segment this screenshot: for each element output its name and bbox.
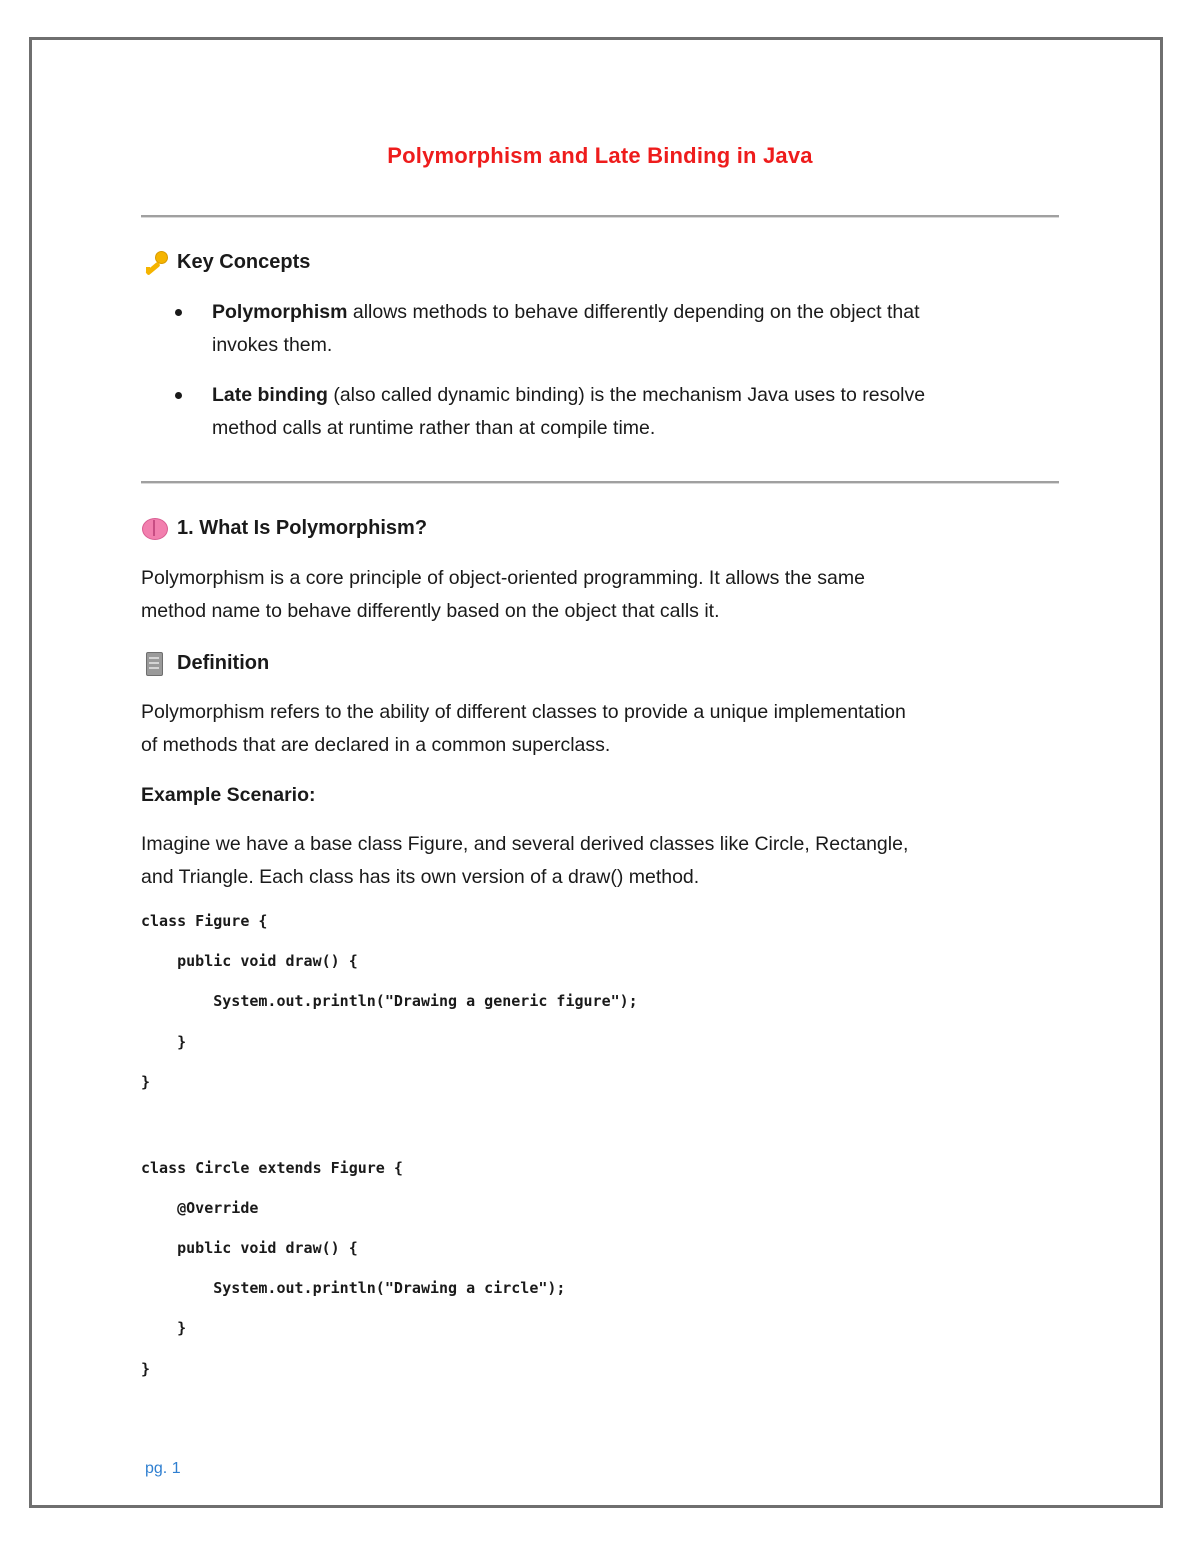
code-line: }	[141, 1319, 187, 1337]
paragraph-line: Imagine we have a base class Figure, and several derived classes like Circle, Rectangle,	[141, 833, 909, 855]
key-icon	[141, 250, 167, 274]
key-concepts-list	[141, 296, 1051, 462]
item-text: (also called dynamic binding) is the mechanism Java uses to resolve	[327, 384, 926, 406]
definition-heading-text: Definition	[177, 651, 270, 674]
item-text: allows methods to behave differently depending on the object that	[347, 301, 920, 323]
code-line: System.out.println("Drawing a circle");	[141, 1279, 566, 1297]
list-item	[141, 296, 1051, 362]
paragraph-line: method name to behave differently based on the object that calls it.	[141, 600, 720, 622]
divider	[141, 481, 1059, 483]
example-paragraph	[141, 828, 1051, 894]
paragraph-line: Polymorphism refers to the ability of different classes to provide a unique implementation	[141, 701, 906, 723]
code-line: public void draw() {	[141, 1239, 358, 1257]
code-line: }	[141, 1033, 187, 1051]
definition-heading	[141, 651, 269, 675]
section1-heading-text: 1. What Is Polymorphism?	[177, 516, 428, 539]
code-line: class Circle extends Figure {	[141, 1159, 403, 1177]
code-line: public void draw() {	[141, 952, 358, 970]
section1-paragraph	[141, 562, 1051, 628]
divider	[141, 215, 1059, 217]
brain-icon	[141, 516, 167, 540]
item-text-cont: invokes them.	[212, 334, 333, 356]
paragraph-line: of methods that are declared in a common superclass.	[141, 734, 611, 756]
code-line: System.out.println("Drawing a generic figure");	[141, 992, 638, 1010]
bullet-icon	[175, 309, 182, 316]
bullet-icon	[175, 392, 182, 399]
key-concepts-heading	[141, 250, 310, 274]
paragraph-line: Polymorphism is a core principle of object-oriented programming. It allows the same	[141, 567, 865, 589]
code-line: class Figure {	[141, 912, 268, 930]
document-title: Polymorphism and Late Binding in Java	[387, 143, 813, 168]
code-line: }	[141, 1073, 151, 1091]
term: Late binding	[212, 384, 328, 406]
page-number: pg. 1	[145, 1460, 181, 1477]
term: Polymorphism	[212, 301, 348, 323]
key-concepts-heading-text: Key Concepts	[177, 250, 311, 273]
definition-paragraph	[141, 696, 1051, 762]
scroll-icon	[141, 651, 167, 675]
example-heading: Example Scenario:	[141, 784, 316, 806]
section1-heading	[141, 516, 427, 540]
paragraph-line: and Triangle. Each class has its own version of a draw() method.	[141, 866, 700, 888]
list-item	[141, 379, 1051, 445]
code-line: }	[141, 1360, 151, 1378]
item-text-cont: method calls at runtime rather than at compile time.	[212, 417, 656, 439]
code-line: @Override	[141, 1199, 259, 1217]
